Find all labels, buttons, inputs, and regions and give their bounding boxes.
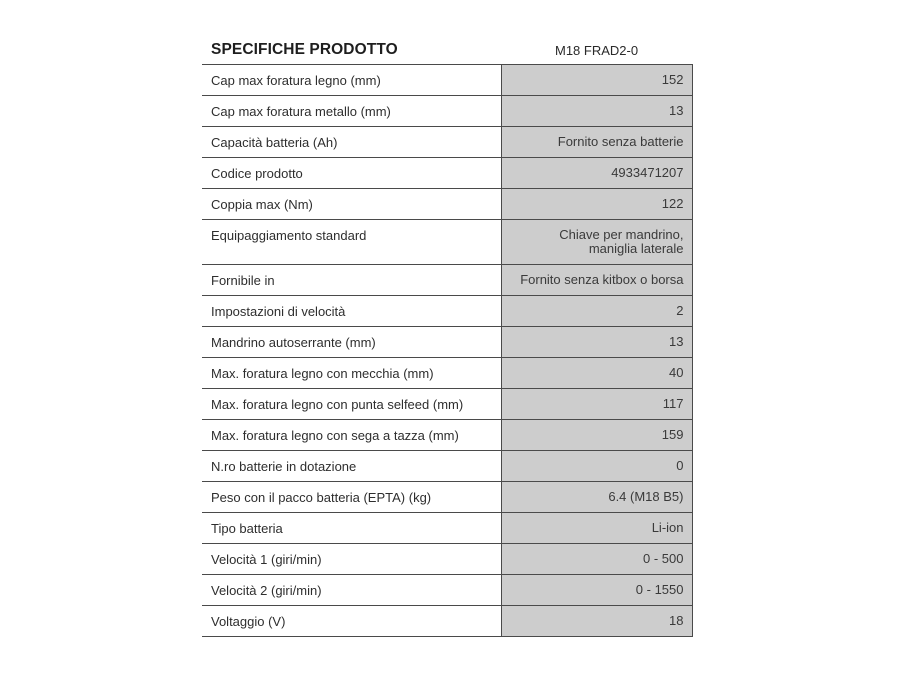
spec-value: Fornito senza batterie — [501, 127, 692, 158]
spec-label: Velocità 2 (giri/min) — [202, 575, 501, 606]
spec-label: Fornibile in — [202, 265, 501, 296]
spec-row — [202, 451, 692, 482]
spec-value: 159 — [501, 420, 692, 451]
spec-header — [202, 36, 692, 64]
spec-row — [202, 158, 692, 189]
spec-value: Li-ion — [501, 513, 692, 544]
spec-value: 0 - 1550 — [501, 575, 692, 606]
spec-label: Voltaggio (V) — [202, 606, 501, 637]
spec-label: Cap max foratura metallo (mm) — [202, 96, 501, 127]
spec-label: Max. foratura legno con mecchia (mm) — [202, 358, 501, 389]
spec-value: 2 — [501, 296, 692, 327]
spec-sheet — [202, 36, 692, 637]
spec-label: Mandrino autoserrante (mm) — [202, 327, 501, 358]
spec-value: 13 — [501, 327, 692, 358]
spec-value: Fornito senza kitbox o borsa — [501, 265, 692, 296]
spec-value: 0 - 500 — [501, 544, 692, 575]
spec-row — [202, 513, 692, 544]
spec-value: Chiave per mandrino, maniglia laterale — [501, 220, 692, 265]
spec-row — [202, 389, 692, 420]
spec-label: Velocità 1 (giri/min) — [202, 544, 501, 575]
spec-row — [202, 420, 692, 451]
spec-label: Capacità batteria (Ah) — [202, 127, 501, 158]
spec-row — [202, 482, 692, 513]
spec-row — [202, 65, 692, 96]
spec-label: Cap max foratura legno (mm) — [202, 65, 501, 96]
spec-row — [202, 296, 692, 327]
spec-row — [202, 606, 692, 637]
spec-row — [202, 220, 692, 265]
spec-row — [202, 575, 692, 606]
spec-row — [202, 544, 692, 575]
spec-label: Max. foratura legno con punta selfeed (mm) — [202, 389, 501, 420]
spec-row — [202, 265, 692, 296]
spec-label: N.ro batterie in dotazione — [202, 451, 501, 482]
spec-label: Codice prodotto — [202, 158, 501, 189]
spec-value: 122 — [501, 189, 692, 220]
spec-label: Coppia max (Nm) — [202, 189, 501, 220]
spec-value: 4933471207 — [501, 158, 692, 189]
spec-label: Impostazioni di velocità — [202, 296, 501, 327]
spec-row — [202, 189, 692, 220]
spec-label: Max. foratura legno con sega a tazza (mm) — [202, 420, 501, 451]
spec-value: 152 — [501, 65, 692, 96]
spec-value: 0 — [501, 451, 692, 482]
spec-row — [202, 96, 692, 127]
spec-row — [202, 358, 692, 389]
spec-label: Tipo batteria — [202, 513, 501, 544]
spec-row — [202, 127, 692, 158]
spec-label: Peso con il pacco batteria (EPTA) (kg) — [202, 482, 501, 513]
spec-value: 13 — [501, 96, 692, 127]
spec-value: 117 — [501, 389, 692, 420]
spec-value: 6.4 (M18 B5) — [501, 482, 692, 513]
spec-value: 18 — [501, 606, 692, 637]
spec-row — [202, 327, 692, 358]
spec-value: 40 — [501, 358, 692, 389]
spec-table — [202, 64, 693, 637]
spec-label: Equipaggiamento standard — [202, 220, 501, 265]
page-title: SPECIFICHE PRODOTTO — [211, 41, 398, 58]
model-name: M18 FRAD2-0 — [555, 42, 639, 58]
